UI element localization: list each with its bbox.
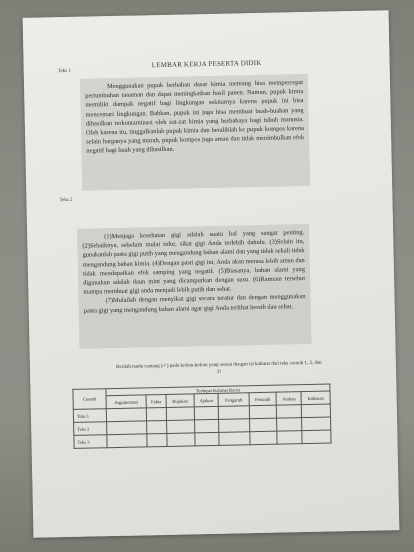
table-cell [146,407,166,420]
teks2-passage [77,224,311,349]
row-label: Teks 2 [74,422,107,436]
table-cell [107,421,147,435]
table-cell [167,433,195,447]
table-group-header: Terdapat Kalimat Berisi [106,384,330,396]
table-cell [277,418,302,432]
teks2-label: Teks 2 [59,197,73,204]
row-label: Teks 1 [73,409,106,423]
table-cell [147,420,167,433]
teks2-paragraph-2: (7)Mulailah dengan menyikat gigi secara teratur dan dengan menggunakan pasta gigi yang mengandung bahan alami agar gigi Anda terlihat bersih dan sehat. [83,293,306,315]
table-cell [195,432,220,446]
table-cell [106,408,146,422]
table-cell [219,419,250,433]
table-cell [249,405,277,419]
table-cell [107,434,147,448]
table-cell [277,431,302,445]
worksheet-paper [23,10,400,538]
table-cell [301,404,330,418]
table-corner-header: Contoh [73,389,106,410]
instruction-text: Berilah tanda centang (✓) pada kolom-kolom yang sesuai dengan isi kalimat dari teks contoh 1, 2, dan 3! [116,360,322,375]
table-cell [194,419,219,433]
row-label: Teks 3 [74,435,107,449]
column-header: Fakta [146,394,166,407]
column-header: Pertanih [249,392,277,406]
table-cell [219,406,250,420]
table-cell [277,405,302,419]
column-header: Pengaruh [218,393,249,407]
column-header: Argumentasi [106,395,146,409]
table-cell [302,417,331,431]
teks2-paragraph-1: (1)Menjaga kesehatan gigi adalah suatu hal yang sangat penting. (2)Sebaiknya, sebelum mulai tidur, sikat gigi Anda terlebih dahulu. (3)Selain itu, gunakanlah pasta gigi putih yang mengandung bahan alami dan yang tidak sekali tidak mengandung bahan kimia. (4)Dengan pasti gigi ini, Anda akan merasa lebih aman dan tidak mendapatkan efek samping yang negatif. (5)Biasanya, bahan alami yang digunakan adalah daun mint yang dicampurkan dengan susu. (6)Ramuan tersebut mampu membuat gigi anda menjadi lebih putih dan sehat. [82,229,306,296]
table-cell [249,418,277,432]
table-cell [166,420,194,434]
table-cell [302,430,331,444]
table-cell [194,406,219,420]
table-cell [166,407,194,421]
checklist-table [72,384,331,449]
worksheet-title: LEMBAR KERJA PESERTA DIDIK [151,58,262,70]
teks1-passage [80,74,310,191]
table-cell [250,431,278,445]
table-cell [219,432,250,446]
column-header: Imbauan [301,391,330,405]
teks1-paragraph: Menggunakan pupuk berbahan dasar kimia memang bisa mempercepat pertumbuhan tanaman dan dapat meningkatkan hasil panen. Namun, pupuk kimia memiliki dampak negatif bagi lingkungan sekitarnya karena pupuk ini bisa mencemari lingkungan. Bahkan, pupuk ini juga bisa membuat buah-buahan yang dihasilkan terkontaminasi oleh zat-zat kimia yang berbahaya bagi tubuh manusia. Oleh karena itu, tinggalkanlah pupuk kimia dan beralihlah ke pupuk kompos karena selain harganya yang murah, pupuk kompos juga aman dan tidak menimbulkan efek negatif bagi buah yang dihasilkan. [85,79,305,156]
table-cell [147,433,167,446]
column-header: Ajakan [194,393,219,407]
teks1-label: Teks 1 [57,68,71,75]
column-header: Arahan [276,392,301,406]
column-header: Bujukan [166,394,194,408]
